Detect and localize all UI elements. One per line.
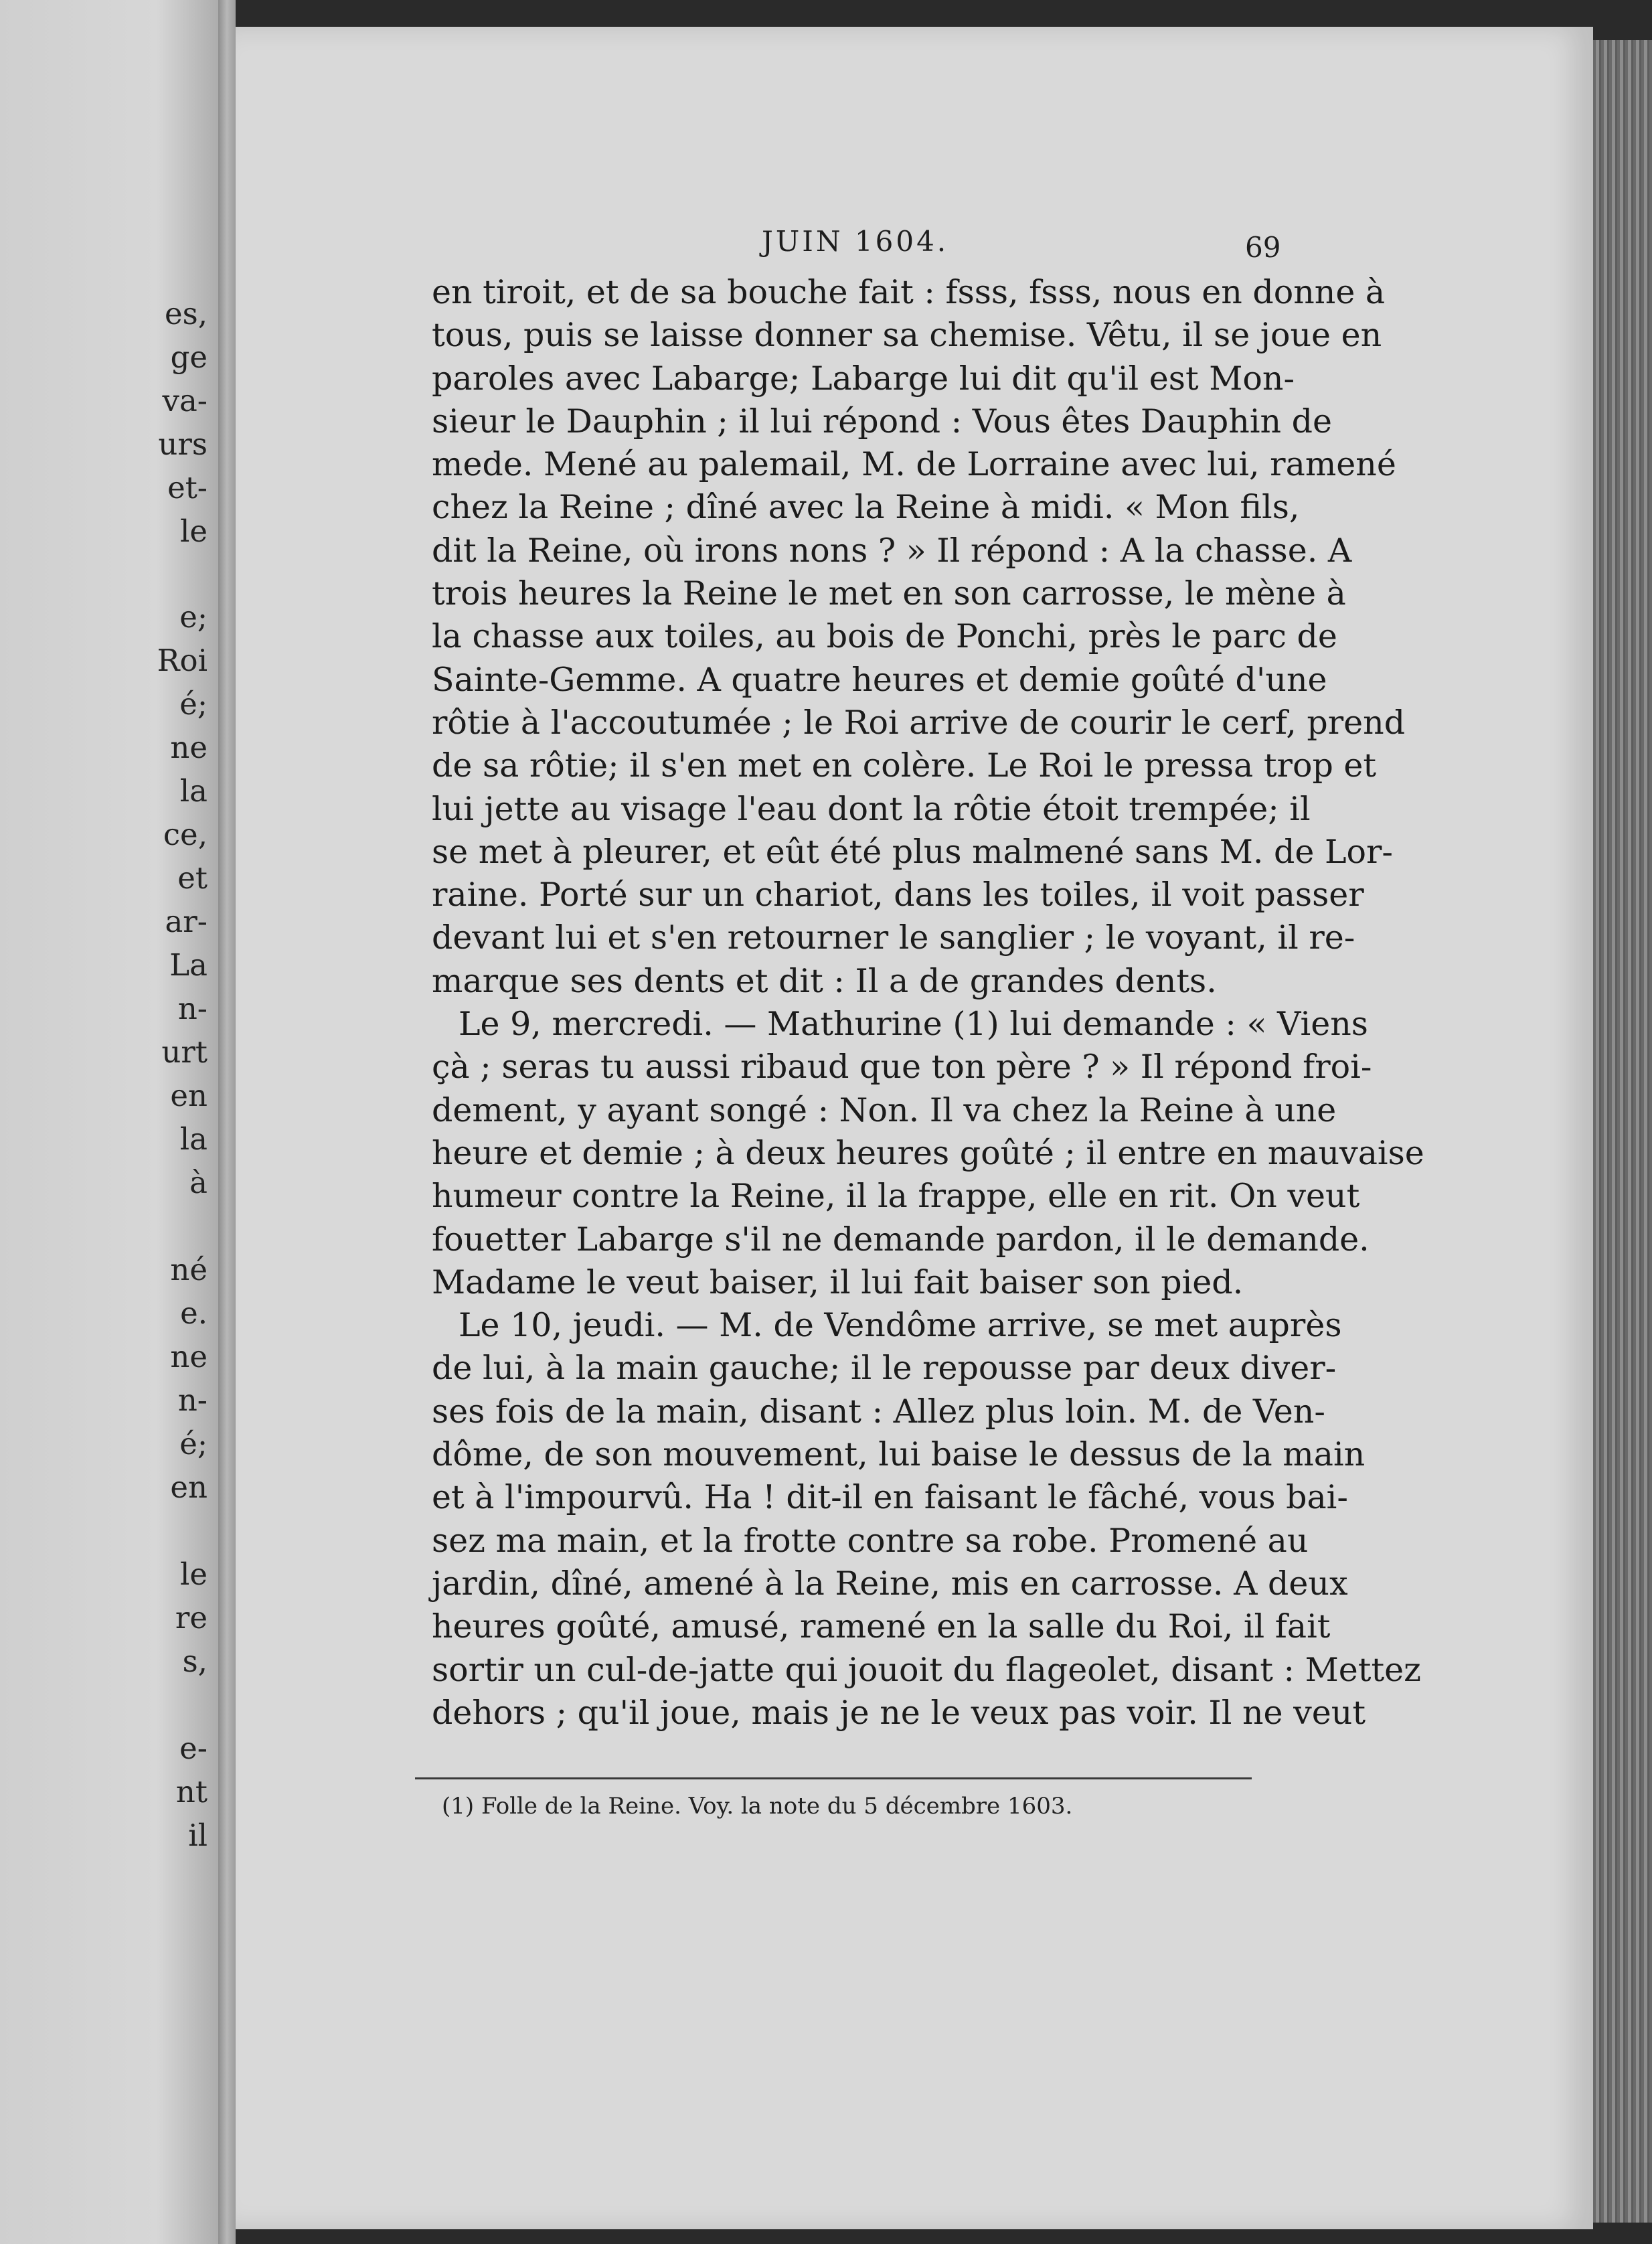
text-line: heure et demie ; à deux heures goûté ; il entre en mauvaise: [432, 1133, 1424, 1172]
text-line: sortir un cul-de-jatte qui jouoit du flageolet, disant : Mettez: [432, 1650, 1421, 1689]
text-line: se met à pleurer, et eût été plus malmené sans M. de Lor-: [432, 832, 1393, 871]
running-head: JUIN 1604.: [762, 225, 949, 258]
text-line: tous, puis se laisse donner sa chemise. Vêtu, il se joue en: [432, 316, 1382, 355]
book-gutter: [218, 0, 236, 2244]
text-line: dehors ; qu'il joue, mais je ne le veux pas voir. Il ne veut: [432, 1693, 1366, 1732]
text-line: heures goûté, amusé, ramené en la salle du Roi, il fait: [432, 1607, 1331, 1646]
left-fragment: à: [189, 1165, 208, 1200]
text-line: de sa rôtie; il s'en met en colère. Le Roi le pressa trop et: [432, 746, 1377, 785]
text-line: Le 10, jeudi. — M. de Vendôme arrive, se met auprès: [459, 1306, 1342, 1345]
left-fragment: urs: [158, 426, 208, 462]
left-fragment: ne: [170, 730, 208, 765]
left-fragment: é;: [179, 1426, 208, 1461]
footnote-rule: [415, 1777, 1252, 1779]
text-line: Sainte-Gemme. A quatre heures et demie goûté d'une: [432, 660, 1327, 699]
text-line: Madame le veut baiser, il lui fait baiser son pied.: [432, 1263, 1244, 1301]
text-line: jardin, dîné, amené à la Reine, mis en carrosse. A deux: [432, 1564, 1348, 1603]
left-fragment: es,: [164, 296, 208, 331]
left-fragment: va-: [162, 383, 208, 418]
text-line: de lui, à la main gauche; il le repousse par deux diver-: [432, 1349, 1337, 1388]
left-fragment: le: [179, 1556, 208, 1592]
text-line: dit la Reine, où irons nons ? » Il répond : A la chasse. A: [432, 531, 1352, 570]
left-fragment: Roi: [157, 643, 208, 678]
left-fragment: e;: [179, 599, 208, 635]
text-line: marque ses dents et dit : Il a de grandes dents.: [432, 961, 1217, 1000]
left-fragment: en: [170, 1078, 208, 1113]
left-fragment: n-: [177, 1382, 208, 1418]
text-line: trois heures la Reine le met en son carrosse, le mène à: [432, 574, 1346, 613]
left-fragment: ce,: [163, 817, 208, 852]
left-fragment: né: [170, 1252, 208, 1287]
left-fragment: urt: [161, 1034, 208, 1070]
text-line: mede. Mené au palemail, M. de Lorraine avec lui, ramené: [432, 445, 1396, 484]
left-fragment: il: [188, 1818, 208, 1853]
left-fragment: n-: [177, 991, 208, 1026]
left-fragment: et: [177, 860, 208, 896]
left-fragment: ar-: [165, 904, 208, 939]
text-line: sieur le Dauphin ; il lui répond : Vous êtes Dauphin de: [432, 402, 1332, 440]
left-fragment: le: [179, 513, 208, 549]
text-line: raine. Porté sur un chariot, dans les toiles, il voit passer: [432, 876, 1364, 914]
text-line: ses fois de la main, disant : Allez plus loin. M. de Ven-: [432, 1392, 1325, 1431]
left-fragment: la: [179, 773, 208, 809]
page-number: 69: [1245, 231, 1281, 264]
text-line: devant lui et s'en retourner le sanglier ; le voyant, il re-: [432, 918, 1355, 957]
text-line: Le 9, mercredi. — Mathurine (1) lui demande : « Viens: [459, 1005, 1368, 1044]
text-line: la chasse aux toiles, au bois de Ponchi, près le parc de: [432, 617, 1337, 656]
text-line: fouetter Labarge s'il ne demande pardon, il le demande.: [432, 1220, 1370, 1259]
left-fragment: la: [179, 1121, 208, 1157]
left-fragment: en: [170, 1469, 208, 1505]
left-fragment: et-: [167, 470, 208, 505]
text-line: en tiroit, et de sa bouche fait : fsss, fsss, nous en donne à: [432, 273, 1386, 311]
text-line: lui jette au visage l'eau dont la rôtie étoit trempée; il: [432, 789, 1311, 828]
left-fragment: ge: [170, 339, 208, 375]
left-fragment: nt: [175, 1774, 208, 1810]
text-line: dôme, de son mouvement, lui baise le dessus de la main: [432, 1435, 1366, 1474]
text-line: sez ma main, et la frotte contre sa robe. Promené au: [432, 1521, 1309, 1560]
text-line: humeur contre la Reine, il la frappe, elle en rit. On veut: [432, 1177, 1360, 1216]
text-line: paroles avec Labarge; Labarge lui dit qu'il est Mon-: [432, 359, 1295, 398]
left-fragment: ne: [170, 1339, 208, 1374]
left-fragment: s,: [182, 1644, 208, 1679]
left-fragment: e.: [180, 1295, 208, 1331]
text-line: et à l'impourvû. Ha ! dit-il en faisant le fâché, vous bai-: [432, 1478, 1348, 1517]
left-fragment: La: [169, 947, 208, 983]
footnote: (1) Folle de la Reine. Voy. la note du 5 décembre 1603.: [442, 1793, 1073, 1820]
left-fragment: e-: [179, 1731, 208, 1766]
body-text: [432, 271, 1424, 1735]
text-line: rôtie à l'accoutumée ; le Roi arrive de courir le cerf, prend: [432, 703, 1406, 742]
page-stack-edge: [1593, 40, 1652, 2223]
left-page-fragments: [60, 0, 208, 2244]
left-fragment: re: [175, 1600, 208, 1635]
text-line: dement, y ayant songé : Non. Il va chez la Reine à une: [432, 1091, 1337, 1129]
text-line: chez la Reine ; dîné avec la Reine à midi. « Mon fils,: [432, 488, 1300, 527]
left-fragment: é;: [179, 686, 208, 722]
text-line: çà ; seras tu aussi ribaud que ton père ? » Il répond froi-: [432, 1048, 1372, 1087]
